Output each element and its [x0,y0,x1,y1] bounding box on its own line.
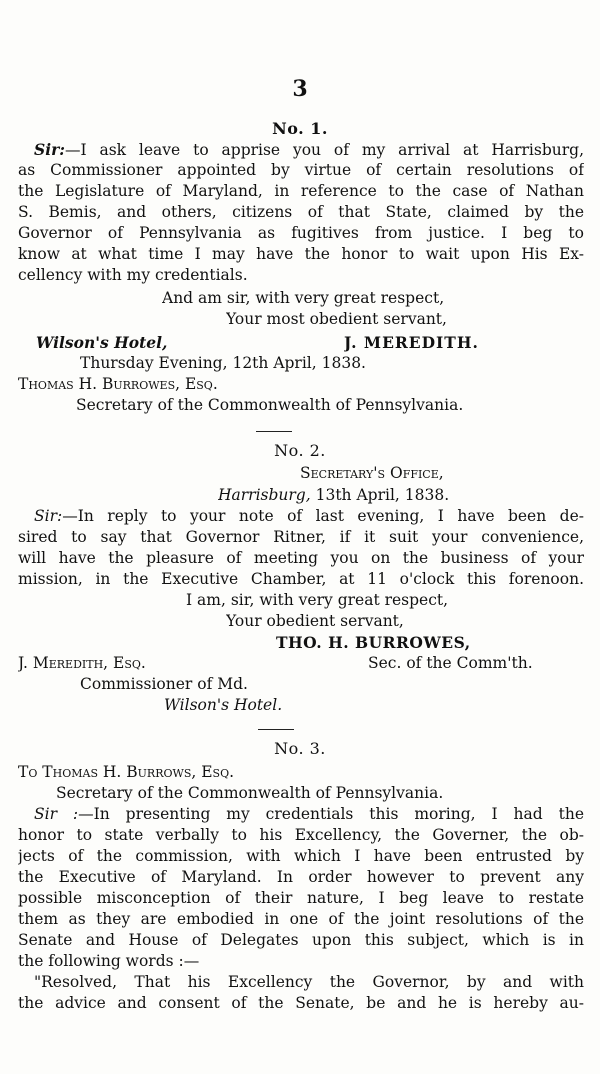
letter-1-line-text: —I ask leave to apprise you of my arrival at Harrisburg, [64,141,584,159]
letter-3-addressee-title: Secretary of the Commonwealth of Pennsylvania. [56,784,444,802]
letter-2-addressee-title: Commissioner of Md. [80,675,248,693]
letter-2-addressee-place: Wilson's Hotel. [164,696,283,714]
letter-1-line [18,139,584,161]
separator-rule [258,729,294,730]
letter-1-date: Thursday Evening, 12th April, 1838. [80,354,366,372]
letter-2-addressee: J. Meredith, Esq. [18,654,146,672]
letter-2-place-date [218,485,584,506]
letter-3-resolution-line: the advice and consent of the Senate, be and he is hereby au- [18,994,584,1012]
letter-1-line: know at what time I may have the honor to wait upon His Ex- [18,245,584,263]
letter-2-place: Harrisburg, [218,486,311,504]
letter-1-line: S. Bemis, and others, citizens of that State, claimed by the [18,203,584,221]
letter-1-signature: J. MEREDITH. [344,333,479,352]
letter-1-line: as Commissioner appointed by virtue of certain resolutions of [18,161,584,179]
letter-2-salutation: Sir: [34,507,63,525]
letter-2-office: Secretary's Office, [300,464,444,482]
letter-3-line-text: —In presenting my credentials this moring, I had the [78,805,584,823]
letter-3-line: the Executive of Maryland. In order however to prevent any [18,868,584,886]
letter-1-line: cellency with my credentials. [18,266,248,284]
letter-2-line: will have the pleasure of meeting you on the business of your [18,549,584,567]
separator-rule [256,431,292,432]
letter-2-heading: No. 2. [274,441,326,460]
letter-3-salutation: Sir : [34,805,79,823]
letter-1-line: Governor of Pennsylvania as fugitives from justice. I beg to [18,224,584,242]
letter-3-line: jects of the commission, with which I have been entrusted by [18,847,584,865]
letter-1-closing: And am sir, with very great respect, [162,289,445,307]
letter-3-line [18,804,584,825]
letter-1-addressee-title: Secretary of the Commonwealth of Pennsylvania. [76,396,464,414]
letter-3-line: the following words :— [18,952,200,970]
letter-2-signature: THO. H. BURROWES, [276,633,471,652]
letter-2-closing: I am, sir, with very great respect, [186,591,449,609]
letter-3-addressee: To Thomas H. Burrows, Esq. [18,763,235,781]
letter-2-line [18,506,584,527]
letter-1-salutation: Sir: [34,140,65,159]
letter-2-line: mission, in the Executive Chamber, at 11 o'clock this forenoon. [18,570,584,588]
letter-1-line: the Legislature of Maryland, in reference to the case of Nathan [18,182,584,200]
letter-2-line-text: —In reply to your note of last evening, I have been de- [62,507,584,525]
page-number: 3 [292,76,308,102]
letter-1-closing-servant: Your most obedient servant, [226,310,447,328]
letter-3-line: honor to state verbally to his Excellency, the Governer, the ob- [18,826,584,844]
letter-2-signer-title: Sec. of the Comm'th. [368,654,533,672]
letter-2-line: sired to say that Governor Ritner, if it suit your convenience, [18,528,584,546]
letter-1-heading: No. 1. [272,119,328,138]
letter-2-closing-servant: Your obedient servant, [226,612,404,630]
letter-2-date: 13th April, 1838. [315,486,450,504]
letter-3-line: Senate and House of Delegates upon this subject, which is in [18,931,584,949]
letter-1-addressee: Thomas H. Burrowes, Esq. [18,375,218,393]
letter-3-resolution-line: "Resolved, That his Excellency the Governor, by and with [34,973,584,991]
letter-1-place: Wilson's Hotel, [36,333,168,352]
letter-3-line: possible misconception of their nature, I beg leave to restate [18,889,584,907]
letter-3-heading: No. 3. [274,739,326,758]
letter-3-line: them as they are embodied in one of the joint resolutions of the [18,910,584,928]
